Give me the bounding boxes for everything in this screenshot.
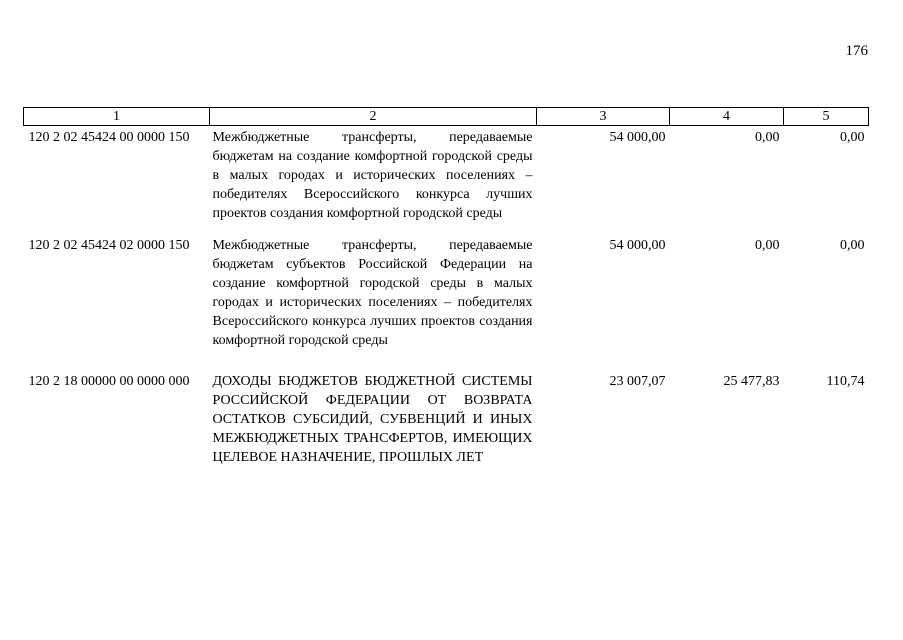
header-row <box>24 108 869 126</box>
page-number: 176 <box>845 43 868 59</box>
budget-code: 120 2 02 45424 02 0000 150 <box>28 238 190 253</box>
income-name: Межбюджетные трансферты, передаваемые бюджетам на создание комфортной городской среды в малых городах и исторических поселениях – победителях Всероссийского конкурса лучших проектов создания комфортной городской среды <box>212 130 533 221</box>
table-header <box>24 108 869 126</box>
table-row <box>24 370 869 467</box>
table-row <box>24 234 869 370</box>
value-col-4: 0,00 <box>755 130 780 145</box>
value-col-3: 54 000,00 <box>609 238 666 253</box>
value-col-3: 23 007,07 <box>609 374 666 389</box>
header-col-4: 4 <box>670 108 784 126</box>
income-name: Межбюджетные трансферты, передаваемые бюджетам субъектов Российской Федерации на создание комфортной городской среды в малых городах и исторических поселениях – победителях Всероссийского конкурса лучших проектов создания комфортной городской среды <box>212 238 533 348</box>
value-col-5: 0,00 <box>840 238 865 253</box>
budget-code: 120 2 02 45424 00 0000 150 <box>28 130 190 145</box>
header-col-3: 3 <box>537 108 670 126</box>
table-body <box>24 126 869 468</box>
header-col-2: 2 <box>210 108 537 126</box>
value-col-3: 54 000,00 <box>609 130 666 145</box>
header-col-5: 5 <box>784 108 869 126</box>
value-col-4: 25 477,83 <box>723 374 780 389</box>
value-col-5: 110,74 <box>826 374 865 389</box>
budget-code: 120 2 18 00000 00 0000 000 <box>28 374 190 389</box>
value-col-4: 0,00 <box>755 238 780 253</box>
table-row <box>24 126 869 235</box>
value-col-5: 0,00 <box>840 130 865 145</box>
header-col-1: 1 <box>24 108 210 126</box>
income-name: ДОХОДЫ БЮДЖЕТОВ БЮДЖЕТНОЙ СИСТЕМЫ РОССИЙСКОЙ ФЕДЕРАЦИИ ОТ ВОЗВРАТА ОСТАТКОВ СУБСИДИЙ, СУБВЕНЦИЙ И ИНЫХ МЕЖБЮДЖЕТНЫХ ТРАНСФЕРТОВ, ИМЕЮЩИХ ЦЕЛЕВОЕ НАЗНАЧЕНИЕ, ПРОШЛЫХ ЛЕТ <box>212 374 533 465</box>
budget-table <box>23 107 869 467</box>
